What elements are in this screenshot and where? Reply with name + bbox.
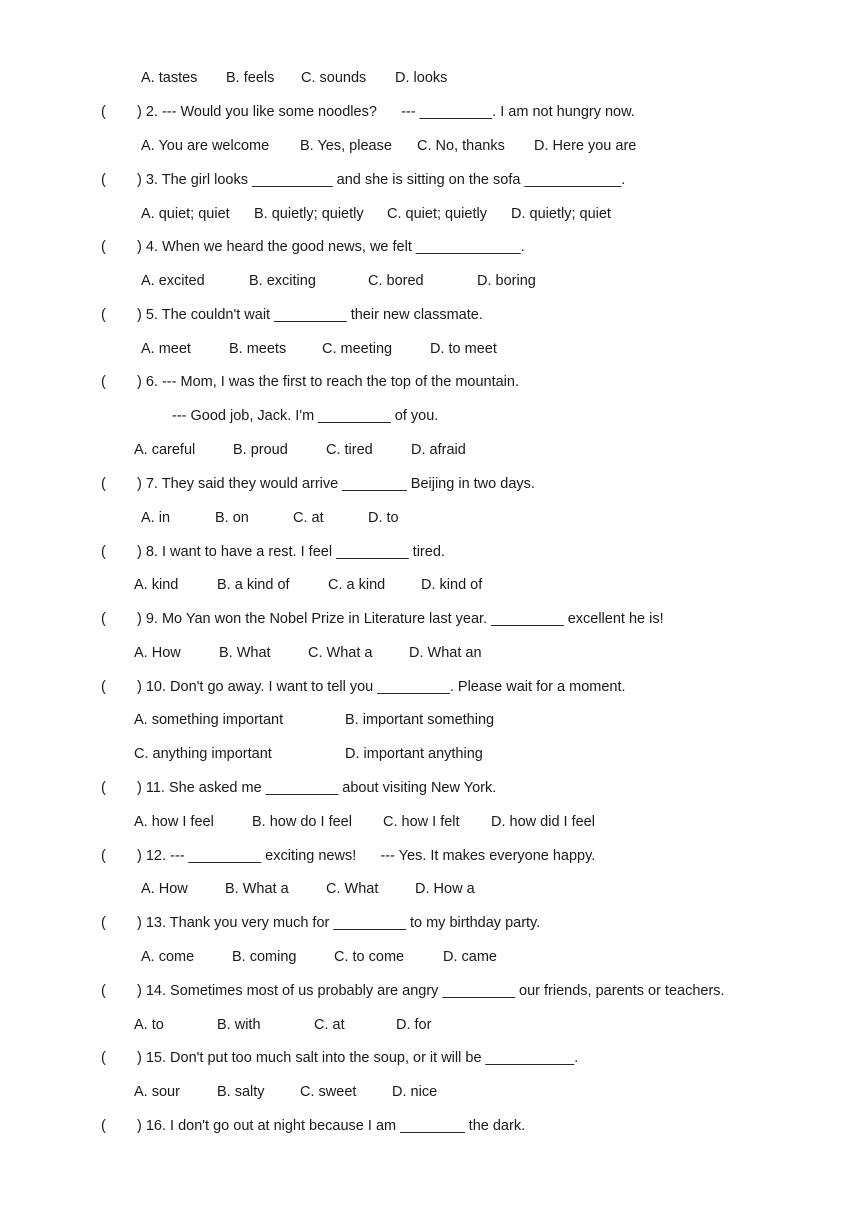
q9-option-a: A. How	[134, 645, 181, 661]
q11-prompt: ) 11. She asked me _________ about visiting New York.	[137, 780, 497, 796]
q8-option-a: A. kind	[134, 577, 179, 593]
q4-paren: (	[101, 239, 106, 255]
q1-option-b: B. feels	[226, 70, 275, 86]
q14-option-c: C. at	[314, 1017, 345, 1033]
q9-option-c: C. What a	[308, 645, 373, 661]
q8-prompt: ) 8. I want to have a rest. I feel _________ tired.	[137, 544, 445, 560]
q14-option-b: B. with	[217, 1017, 261, 1033]
q13-prompt: ) 13. Thank you very much for _________ to my birthday party.	[137, 915, 541, 931]
q4-option-b: B. exciting	[249, 273, 316, 289]
q3-paren: (	[101, 172, 106, 188]
q13-option-a: A. come	[141, 949, 195, 965]
q2-option-c: C. No, thanks	[417, 138, 505, 154]
q5-paren: (	[101, 307, 106, 323]
q9-option-d: D. What an	[409, 645, 482, 661]
q10-prompt: ) 10. Don't go away. I want to tell you _________. Please wait for a moment.	[137, 679, 626, 695]
q5-prompt: ) 5. The couldn't wait _________ their new classmate.	[137, 307, 483, 323]
q6-option-d: D. afraid	[411, 442, 466, 458]
q10-option-a: A. something important	[134, 712, 284, 728]
q13-option-c: C. to come	[334, 949, 405, 965]
q12-option-a: A. How	[141, 881, 188, 897]
q6-prompt: ) 6. --- Mom, I was the first to reach the top of the mountain.	[137, 374, 519, 390]
q8-paren: (	[101, 544, 106, 560]
q12-option-d: D. How a	[415, 881, 475, 897]
q14-prompt: ) 14. Sometimes most of us probably are angry _________ our friends, parents or teachers.	[137, 983, 725, 999]
q6-paren: (	[101, 374, 106, 390]
q15-option-c: C. sweet	[300, 1084, 357, 1100]
q2-paren: (	[101, 104, 106, 120]
q3-option-d: D. quietly; quiet	[511, 206, 611, 222]
q12-prompt: ) 12. --- _________ exciting news! --- Yes. It makes everyone happy.	[137, 848, 596, 864]
q2-prompt: ) 2. --- Would you like some noodles? --- _________. I am not hungry now.	[137, 104, 635, 120]
q16-paren: (	[101, 1118, 106, 1134]
q10-option-c: C. anything important	[134, 746, 272, 762]
q6-response: --- Good job, Jack. I'm _________ of you.	[172, 408, 439, 424]
q11-option-c: C. how I felt	[383, 814, 460, 830]
q9-paren: (	[101, 611, 106, 627]
q7-option-d: D. to	[368, 510, 399, 526]
q12-option-c: C. What	[326, 881, 379, 897]
q5-option-b: B. meets	[229, 341, 287, 357]
q10-paren: (	[101, 679, 106, 695]
q2-option-d: D. Here you are	[534, 138, 637, 154]
q11-paren: (	[101, 780, 106, 796]
q11-option-b: B. how do I feel	[252, 814, 352, 830]
q11-option-d: D. how did I feel	[491, 814, 595, 830]
q8-option-c: C. a kind	[328, 577, 386, 593]
q9-prompt: ) 9. Mo Yan won the Nobel Prize in Literature last year. _________ excellent he is!	[137, 611, 664, 627]
q7-option-a: A. in	[141, 510, 171, 526]
q4-option-c: C. bored	[368, 273, 424, 289]
q7-prompt: ) 7. They said they would arrive ________ Beijing in two days.	[137, 476, 535, 492]
q6-option-a: A. careful	[134, 442, 196, 458]
q6-option-b: B. proud	[233, 442, 288, 458]
q15-paren: (	[101, 1050, 106, 1066]
q3-prompt: ) 3. The girl looks __________ and she is sitting on the sofa ____________.	[137, 172, 626, 188]
q15-option-b: B. salty	[217, 1084, 265, 1100]
q7-option-c: C. at	[293, 510, 324, 526]
q5-option-d: D. to meet	[430, 341, 497, 357]
q15-option-d: D. nice	[392, 1084, 438, 1100]
q3-option-a: A. quiet; quiet	[141, 206, 230, 222]
q8-option-d: D. kind of	[421, 577, 483, 593]
q11-option-a: A. how I feel	[134, 814, 214, 830]
q6-option-c: C. tired	[326, 442, 373, 458]
q14-option-a: A. to	[134, 1017, 164, 1033]
q13-paren: (	[101, 915, 106, 931]
q1-option-d: D. looks	[395, 70, 448, 86]
q5-option-a: A. meet	[141, 341, 191, 357]
q4-prompt: ) 4. When we heard the good news, we felt _____________.	[137, 239, 525, 255]
q3-option-b: B. quietly; quietly	[254, 206, 364, 222]
q5-option-c: C. meeting	[322, 341, 393, 357]
q14-option-d: D. for	[396, 1017, 432, 1033]
q4-option-d: D. boring	[477, 273, 536, 289]
q9-option-b: B. What	[219, 645, 271, 661]
q15-option-a: A. sour	[134, 1084, 180, 1100]
q4-option-a: A. excited	[141, 273, 205, 289]
q8-option-b: B. a kind of	[217, 577, 290, 593]
q12-option-b: B. What a	[225, 881, 289, 897]
q15-prompt: ) 15. Don't put too much salt into the soup, or it will be ___________.	[137, 1050, 579, 1066]
q1-option-c: C. sounds	[301, 70, 367, 86]
q10-option-d: D. important anything	[345, 746, 483, 762]
q2-option-a: A. You are welcome	[141, 138, 270, 154]
q7-option-b: B. on	[215, 510, 249, 526]
q13-option-d: D. came	[443, 949, 497, 965]
q16-prompt: ) 16. I don't go out at night because I am ________ the dark.	[137, 1118, 526, 1134]
q13-option-b: B. coming	[232, 949, 297, 965]
q12-paren: (	[101, 848, 106, 864]
q10-option-b: B. important something	[345, 712, 495, 728]
q3-option-c: C. quiet; quietly	[387, 206, 487, 222]
q14-paren: (	[101, 983, 106, 999]
q2-option-b: B. Yes, please	[300, 138, 392, 154]
q7-paren: (	[101, 476, 106, 492]
q1-option-a: A. tastes	[141, 70, 198, 86]
